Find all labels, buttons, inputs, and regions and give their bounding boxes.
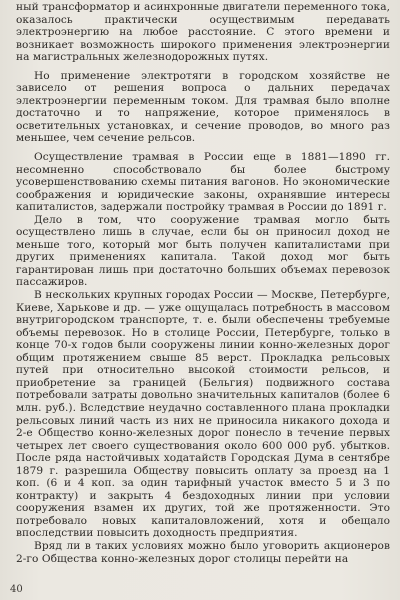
paragraph-tram-realization: Осуществление трамвая в России еще в 1881—1890 гг. несомненно способствовало бы более быстрому усовершенствованию схемы питания вагонов. Но экономические соображения и юридические законы, охранявшие интересы капиталистов, задержали постройку трамвая в России до 1891 г. [16,151,390,214]
body-text [16,1,390,565]
page-number: 40 [10,584,23,595]
paragraph-continuation: ный трансформатор и асинхронные двигатели переменного тока, оказалось практически осуществимым передавать электроэнергию на любое расстояние. С этого времени и возникает возможность широкого применения электроэнергии на магистральных железнодорожных путях. [16,1,390,64]
paragraph-profitability: Дело в том, что сооружение трамвая могло быть осуществлено лишь в случае, если бы он приносил доход не меньше того, который мог быть получен капиталистами при других применениях капитала. Такой доход мог быть гарантирован лишь при достаточно больших объемах перевозок пассажиров. [16,213,390,289]
paragraph-shareholders: Вряд ли в таких условиях можно было уговорить акционеров 2-го Общества конно-железных дорог столицы перейти на [16,539,390,565]
paragraph-electrotraction: Но применение электротяги в городском хозяйстве не зависело от решения вопроса о дальних передачах электроэнергии переменным током. Для трамвая было вполне достаточно и то напряжение, которое применялось в осветительных установках, и сечение проводов, во много раз меньшее, чем сечение рельсов. [16,69,390,145]
paragraph-large-cities: В нескольких крупных городах России — Москве, Петербурге, Киеве, Харькове и др. — уже ощущалась потребность в массовом внутригородском транспорте, т. е. были обеспечены требуемые объемы перевозок. Но в столице России, Петербурге, только в конце 70-х годов были сооружены линии конно-железных дорог общим протяжением свыше 85 верст. Прокладка рельсовых путей при относительно высокой стоимости рельсов, и приобретение за границей (Бельгия) подвижного состава потребовали затраты довольно значительных капиталов (более 6 млн. руб.). Вследствие неудачно составленного плана прокладки рельсовых линий часть из них не приносила никакого дохода и 2-е Общество конно-железных дорог понесло в течение первых четырех лет своего существования около 600 000 руб. убытков. После ряда настойчивых ходатайств Городская Дума в сентябре 1879 г. разрешила Обществу повысить оплату за проезд на 1 коп. (6 и 4 коп. за один тарифный участок вместо 5 и 3 по контракту) и закрыть 4 бездоходных линии при условии сооружения взамен их других, той же протяженности. Это потребовало новых капиталовложений, хотя и обещало впоследствии повысить доходность предприятия. [16,289,390,540]
